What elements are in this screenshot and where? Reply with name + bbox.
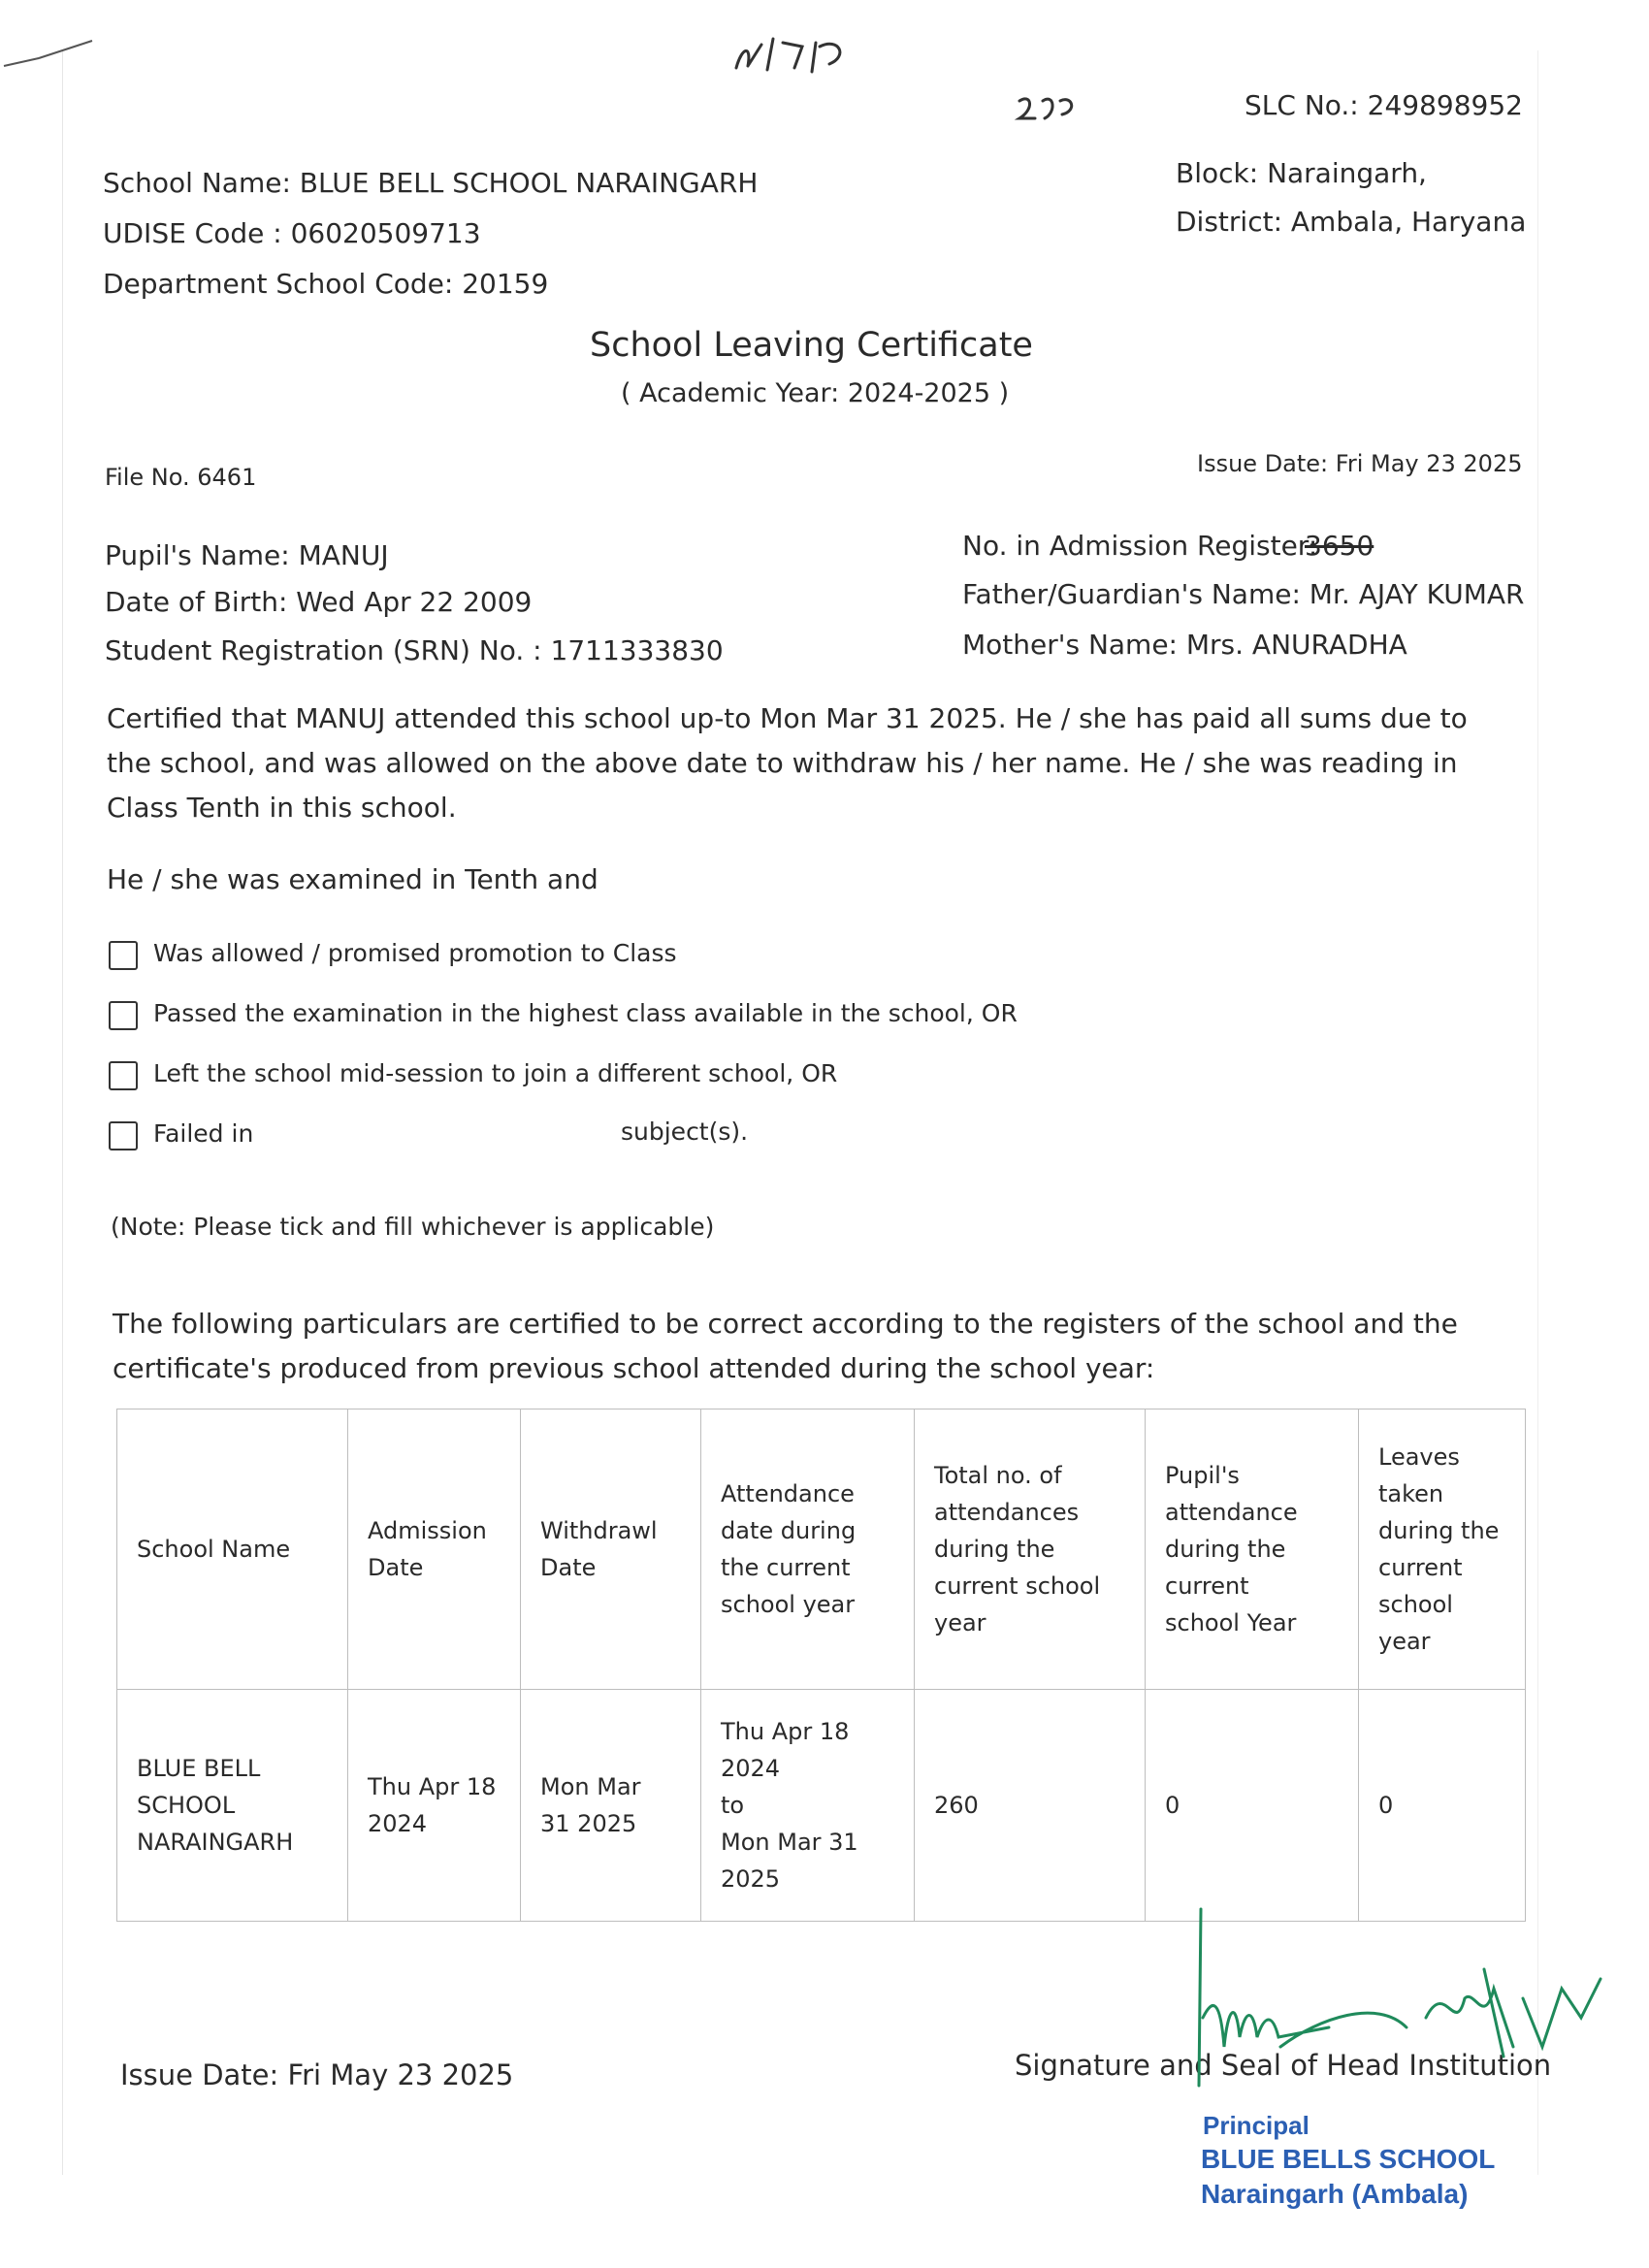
particulars-statement: The following particulars are certified to be correct according to the registers of the school and the certificate's produced from previous school attended during the school year: [113,1308,1458,1384]
cell-admission-date: Thu Apr 18 2024 [348,1690,521,1922]
col-school-name: School Name [117,1409,348,1690]
school-name: School Name: BLUE BELL SCHOOL NARAINGARH [103,167,759,199]
department-code: Department School Code: 20159 [103,268,549,300]
passed-highest-checkbox[interactable] [109,1001,138,1030]
mother-name: Mother's Name: Mrs. ANURADHA [962,629,1407,661]
failed-checkbox[interactable] [109,1121,138,1150]
col-total-attendances: Total no. of attendances during the current school year [915,1409,1146,1690]
note: (Note: Please tick and fill whichever is applicable) [111,1213,715,1241]
cell-attendance-date: Thu Apr 18 2024 to Mon Mar 31 2025 [701,1690,915,1922]
cell-pupil-attendance: 0 [1146,1690,1359,1922]
issue-date-top: Issue Date: Fri May 23 2025 [1197,450,1523,477]
col-admission-date: Admission Date [348,1409,521,1690]
particulars-table [116,1409,1526,1922]
head-signature [1164,1901,1610,2115]
father-name: Father/Guardian's Name: Mr. AJAY KUMAR [962,578,1525,610]
slc-number: SLC No.: 249898952 [1245,89,1523,121]
table-header-row [117,1409,1526,1690]
seal-line-principal: Principal [1203,2111,1310,2140]
examined-statement: He / she was examined in Tenth and [107,863,598,895]
seal-line-school: BLUE BELLS SCHOOL [1201,2144,1496,2174]
issue-date-bottom: Issue Date: Fri May 23 2025 [120,2058,514,2091]
certified-statement: Certified that MANUJ attended this school up-to Mon Mar 31 2025. He / she has paid all sums due to the school, and was allowed on the above date to withdraw his / her name. He / she was reading in Class Tenth in this school. [107,702,1468,824]
academic-year: ( Academic Year: 2024-2025 ) [621,378,1010,408]
col-withdrawl-date: Withdrawl Date [521,1409,701,1690]
left-mid-session-option-label: Left the school mid-session to join a different school, OR [153,1059,838,1087]
promotion-checkbox[interactable] [109,941,138,970]
signature-label: Signature and Seal of Head Institution [1015,2049,1552,2082]
col-leaves-taken: Leaves taken during the current school year [1359,1409,1526,1690]
file-number: File No. 6461 [105,464,257,491]
udise-code: UDISE Code : 06020509713 [103,217,481,249]
cell-school-name: BLUE BELL SCHOOL NARAINGARH [117,1690,348,1922]
admission-register-label: No. in Admission Register: [962,530,1318,562]
pupil-name: Pupil's Name: MANUJ [105,539,389,571]
cell-withdrawl-date: Mon Mar 31 2025 [521,1690,701,1922]
cell-leaves-taken: 0 [1359,1690,1526,1922]
date-of-birth: Date of Birth: Wed Apr 22 2009 [105,586,533,618]
promotion-option-label: Was allowed / promised promotion to Class [153,939,677,967]
passed-highest-option-label: Passed the examination in the highest class available in the school, OR [153,999,1018,1027]
table-row [117,1690,1526,1922]
col-pupil-attendance: Pupil's attendance during the current school Year [1146,1409,1359,1690]
srn-number: Student Registration (SRN) No. : 1711333830 [105,634,724,666]
certificate-title: School Leaving Certificate [590,326,1033,365]
col-attendance-date: Attendance date during the current school year [701,1409,915,1690]
district: District: Ambala, Haryana [1176,206,1527,238]
left-mid-session-checkbox[interactable] [109,1061,138,1090]
cell-total-attendances: 260 [915,1690,1146,1922]
failed-option-suffix: subject(s). [621,1118,749,1146]
failed-option-label: Failed in [153,1119,254,1148]
block: Block: Naraingarh, [1176,157,1427,189]
seal-line-place: Naraingarh (Ambala) [1201,2179,1469,2209]
corner-mark [0,19,116,78]
handwritten-date [723,17,936,85]
handwritten-number [1014,89,1091,128]
admission-register-number: 3650 [1305,530,1374,562]
